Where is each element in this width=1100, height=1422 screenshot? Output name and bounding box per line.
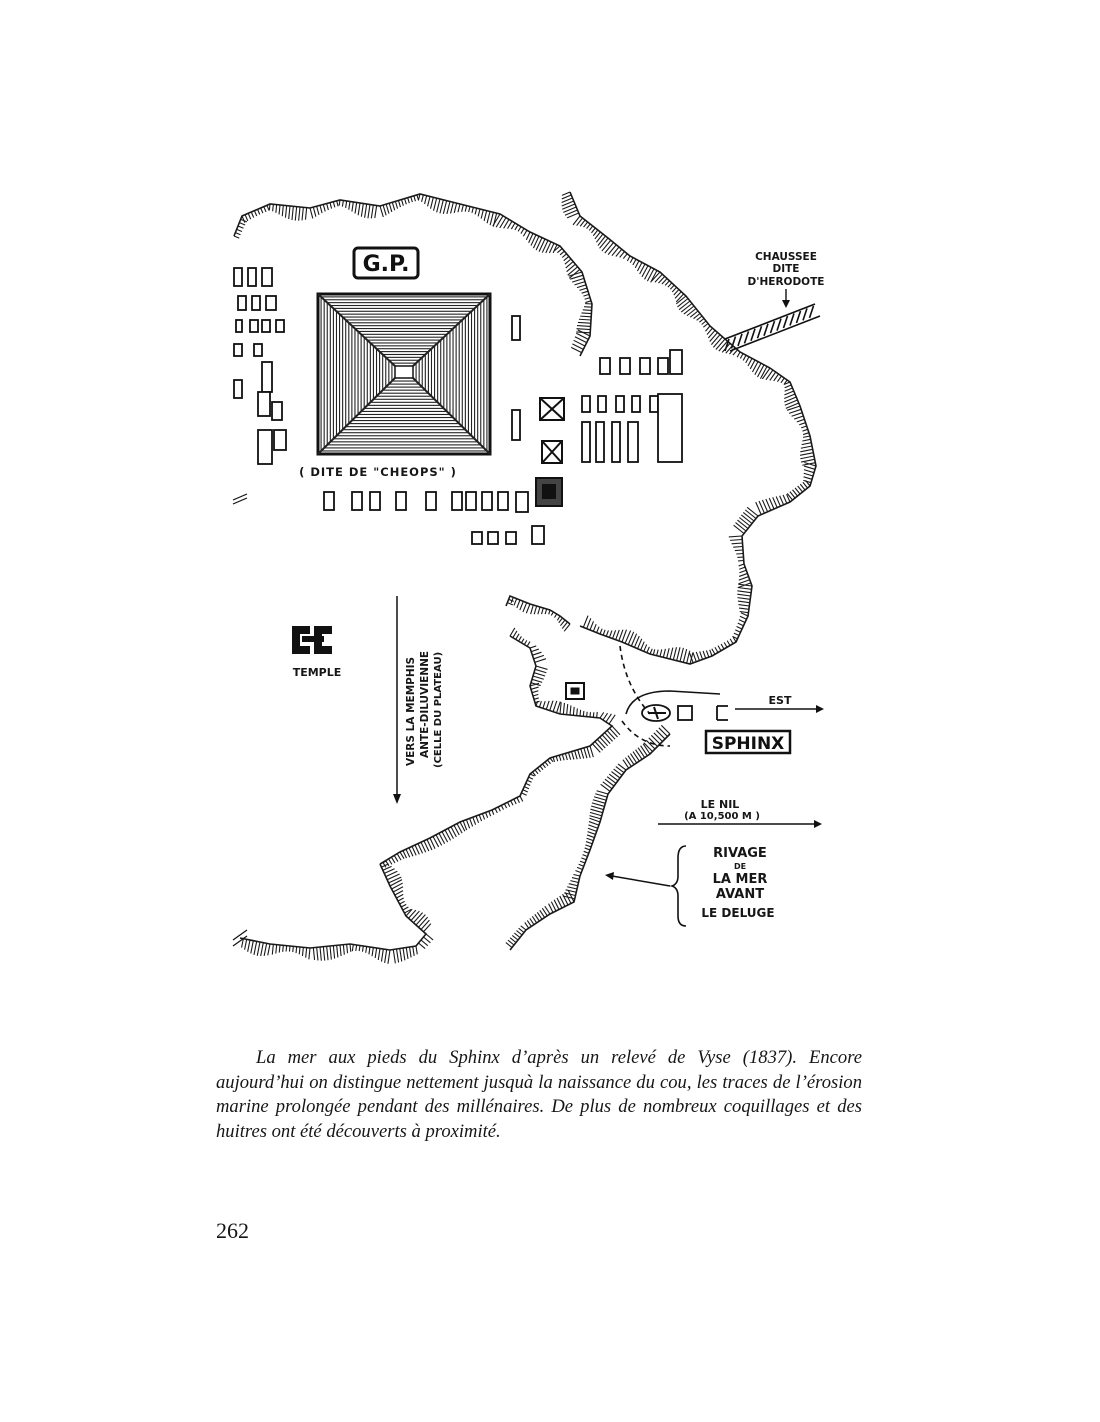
nil-label: LE NIL	[700, 798, 740, 811]
svg-text:D'HERODOTE: D'HERODOTE	[747, 276, 825, 288]
nil-distance: (A 10,500 M )	[684, 811, 760, 822]
gp-label: G.P.	[362, 252, 410, 277]
svg-text:AVANT: AVANT	[715, 887, 765, 902]
svg-text:(CELLE DU PLATEAU): (CELLE DU PLATEAU)	[433, 651, 444, 768]
small-pyramid-3	[536, 478, 562, 506]
cheops-label: ( DITE DE "CHEOPS" )	[299, 465, 457, 479]
svg-text:ANTE-DILUVIENNE: ANTE-DILUVIENNE	[419, 650, 431, 758]
sphinx-enclosure	[566, 646, 728, 746]
figure-caption: La mer aux pieds du Sphinx d’après un relevé de Vyse (1837). Encore aujourd’hui on distingue nettement jusquà la naissance du cou, les traces de l’érosion marine prolongée pendant des millénaires. De plus de nombreux coquillages et des huitres ont été découverts à proximité.	[216, 1047, 862, 1142]
temple-symbol	[292, 626, 332, 654]
sphinx-label: SPHINX	[711, 734, 785, 754]
svg-text:RIVAGE: RIVAGE	[713, 846, 767, 861]
svg-text:VERS LA MEMPHIS: VERS LA MEMPHIS	[405, 656, 417, 766]
svg-text:LA MER: LA MER	[712, 872, 768, 887]
est-label: EST	[768, 694, 792, 707]
svg-text:LE DELUGE: LE DELUGE	[701, 906, 775, 920]
rivage-brace	[672, 846, 686, 926]
edge-marks	[233, 494, 247, 946]
great-pyramid	[318, 294, 490, 454]
svg-text:CHAUSSEE: CHAUSSEE	[755, 251, 817, 263]
svg-text:DE: DE	[733, 862, 747, 871]
small-pyramid-1	[540, 398, 564, 420]
page-number: 262	[216, 1218, 249, 1243]
chaussee-label	[748, 251, 825, 288]
temple-label: TEMPLE	[292, 666, 342, 679]
causeway	[725, 304, 820, 351]
memphis-label	[405, 651, 444, 768]
rivage-label	[701, 846, 774, 920]
sphinx-map-figure	[230, 186, 840, 976]
svg-text:DITE: DITE	[772, 263, 800, 275]
small-pyramid-2	[542, 441, 562, 463]
